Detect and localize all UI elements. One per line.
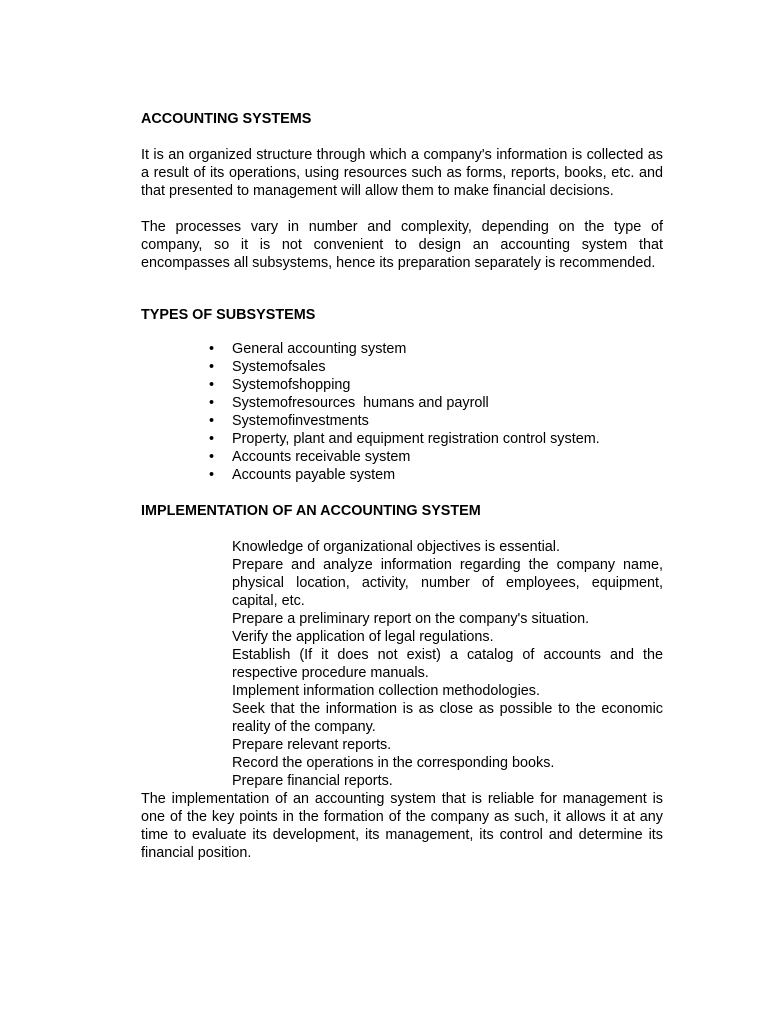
list-item: Verify the application of legal regulations.	[232, 629, 494, 645]
conclusion-paragraph: The implementation of an accounting system that is reliable for management is one of the key points in the formation of the company as such, it allows it at any time to evaluate its development, its management, its control and determine its financial position.	[141, 791, 663, 861]
list-item: Prepare a preliminary report on the company's situation.	[232, 611, 590, 627]
list-item-text: Systemofsales	[232, 359, 326, 375]
subsystems-heading: TYPES OF SUBSYSTEMS	[141, 307, 316, 323]
list-item	[141, 394, 663, 412]
list-item-text: Systemofshopping	[232, 377, 351, 393]
list-item: Prepare and analyze information regarding the company name, physical location, activity, number of employees, equipment, capital, etc.	[232, 557, 663, 609]
list-item: Implement information collection methodologies.	[232, 683, 540, 699]
bullet-icon: •	[209, 467, 215, 483]
list-item: Prepare financial reports.	[232, 773, 393, 789]
list-item: Prepare relevant reports.	[232, 737, 392, 753]
list-item-text: Systemofresources humans and payroll	[232, 395, 489, 411]
list-item-text: Accounts receivable system	[232, 449, 411, 465]
bullet-icon: •	[209, 341, 215, 357]
bullet-icon: •	[209, 431, 215, 447]
bullet-icon: •	[209, 395, 215, 411]
list-item-text: Accounts payable system	[232, 467, 396, 483]
list-item: Record the operations in the corresponding books.	[232, 755, 555, 771]
bullet-icon: •	[209, 449, 215, 465]
list-item	[141, 358, 663, 376]
list-item: Establish (If it does not exist) a catalog of accounts and the respective procedure manuals.	[232, 647, 663, 681]
implementation-heading: IMPLEMENTATION OF AN ACCOUNTING SYSTEM	[141, 503, 481, 519]
document-title: ACCOUNTING SYSTEMS	[141, 111, 312, 127]
intro-paragraph-2: The processes vary in number and complexity, depending on the type of company, so it is not convenient to design an accounting system that encompasses all subsystems, hence its preparation separately is recommended.	[141, 219, 663, 271]
list-item	[141, 430, 663, 448]
list-item-text: General accounting system	[232, 341, 407, 357]
implementation-steps	[141, 538, 663, 790]
list-item	[141, 376, 663, 394]
bullet-icon: •	[209, 377, 215, 393]
list-item: Seek that the information is as close as possible to the economic reality of the company.	[232, 701, 663, 735]
bullet-icon: •	[209, 359, 215, 375]
bullet-icon: •	[209, 413, 215, 429]
list-item	[141, 412, 663, 430]
subsystems-list	[141, 340, 663, 484]
list-item: Knowledge of organizational objectives is essential.	[232, 539, 560, 555]
list-item	[141, 448, 663, 466]
list-item-text: Property, plant and equipment registration control system.	[232, 431, 600, 447]
list-item-text: Systemofinvestments	[232, 413, 369, 429]
intro-paragraph-1: It is an organized structure through which a company's information is collected as a result of its operations, using resources such as forms, reports, books, etc. and that presented to management will allow them to make financial decisions.	[141, 147, 663, 199]
list-item	[141, 466, 663, 484]
document-page	[141, 110, 663, 862]
list-item	[141, 340, 663, 358]
